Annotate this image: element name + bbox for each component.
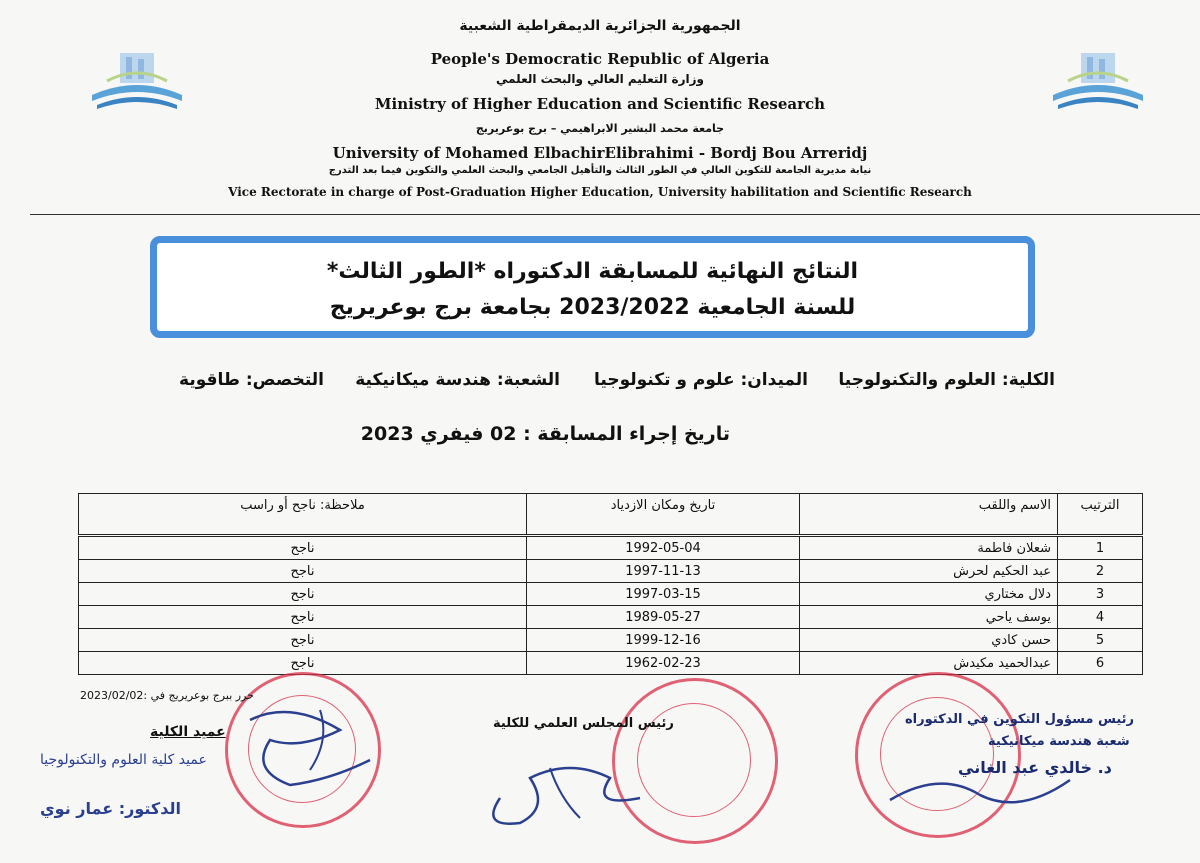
meta-branch: الشعبة: هندسة ميكانيكية [355,370,560,390]
note-cell: ناجح [79,629,527,652]
note-cell: ناجح [79,560,527,583]
head-title: رئيس مسؤول التكوين في الدكتوراه [905,712,1135,727]
header-arabic-ministry: وزارة التعليم العالي والبحث العلمي [495,72,705,86]
meta-field: الميدان: علوم و تكنولوجيا [594,370,808,390]
header-name: الاسم واللقب [800,494,1058,536]
rank-cell: 4 [1058,606,1143,629]
birth-cell: 1997-03-15 [527,583,800,606]
place-date: حرر ببرج بوعريريج في :2023/02/02 [80,689,254,702]
results-title-box [150,236,1035,338]
header-republic: People's Democratic Republic of Algeria [430,50,770,68]
university-logo-left [82,45,192,125]
table-row [79,583,1143,606]
table-row [79,652,1143,675]
name-cell: عبد الحكيم لحرش [800,560,1058,583]
name-cell: عبدالحميد مكيدش [800,652,1058,675]
dean-name: الدكتور: عمار نوي [40,799,181,818]
rank-cell: 1 [1058,536,1143,560]
header-arabic-university: جامعة محمد البشير الابراهيمي – برج بوعريريج [475,122,725,135]
table-row [79,560,1143,583]
meta-specialty: التخصص: طاقوية [179,370,324,390]
header-arabic-vice-rectorate: نيابة مديرية الجامعة للتكوين العالي في الطور الثالث والتأهيل الجامعي والبحث العلمي والتكوين فيما بعد التدرج [328,165,872,176]
name-cell: دلال مختاري [800,583,1058,606]
results-table [78,493,1143,675]
header-note: ملاحظة: ناجح أو راسب [79,494,527,536]
table-header-row [79,494,1143,536]
results-subtitle: للسنة الجامعية 2023/2022 بجامعة برج بوعريريج [329,295,856,320]
header-birth: تاريخ ومكان الازدياد [527,494,800,536]
name-cell: حسن كادي [800,629,1058,652]
dean-stamp-line: عميد كلية العلوم والتكنولوجيا [40,752,207,768]
university-logo-right [1043,45,1153,125]
header-ministry: Ministry of Higher Education and Scientific Research [374,95,826,113]
note-cell: ناجح [79,606,527,629]
head-name: د. خالدي عبد الغاني [958,758,1112,777]
birth-cell: 1989-05-27 [527,606,800,629]
birth-cell: 1962-02-23 [527,652,800,675]
header-university: University of Mohamed ElbachirElibrahimi - Bordj Bou Arreridj [332,144,868,162]
birth-cell: 1992-05-04 [527,536,800,560]
council-signature [470,738,670,838]
rank-cell: 2 [1058,560,1143,583]
meta-faculty: الكلية: العلوم والتكنولوجيا [838,370,1055,390]
note-cell: ناجح [79,536,527,560]
note-cell: ناجح [79,652,527,675]
name-cell: يوسف ياحي [800,606,1058,629]
note-cell: ناجح [79,583,527,606]
table-row [79,629,1143,652]
header-vice-rectorate: Vice Rectorate in charge of Post-Graduation Higher Education, University habilitation and Scientific Research [228,185,972,199]
rank-cell: 3 [1058,583,1143,606]
birth-cell: 1999-12-16 [527,629,800,652]
dean-signature [230,690,390,800]
rank-cell: 5 [1058,629,1143,652]
header-rank: الترتيب [1058,494,1143,536]
table-row [79,606,1143,629]
council-title: رئيس المجلس العلمي للكلية [493,716,674,731]
rank-cell: 6 [1058,652,1143,675]
name-cell: شعلان فاطمة [800,536,1058,560]
header-divider [30,214,1200,215]
results-title: النتائج النهائية للمسابقة الدكتوراه *الطور الثالث* [326,259,859,284]
dean-title: عميد الكلية [150,724,226,740]
head-branch: شعبة هندسة ميكانيكية [988,734,1130,749]
exam-date: تاريخ إجراء المسابقة : 02 فيفري 2023 [360,423,730,445]
header-arabic-republic: الجمهورية الجزائرية الديمقراطية الشعبية [459,18,741,34]
birth-cell: 1997-11-13 [527,560,800,583]
table-row [79,536,1143,560]
